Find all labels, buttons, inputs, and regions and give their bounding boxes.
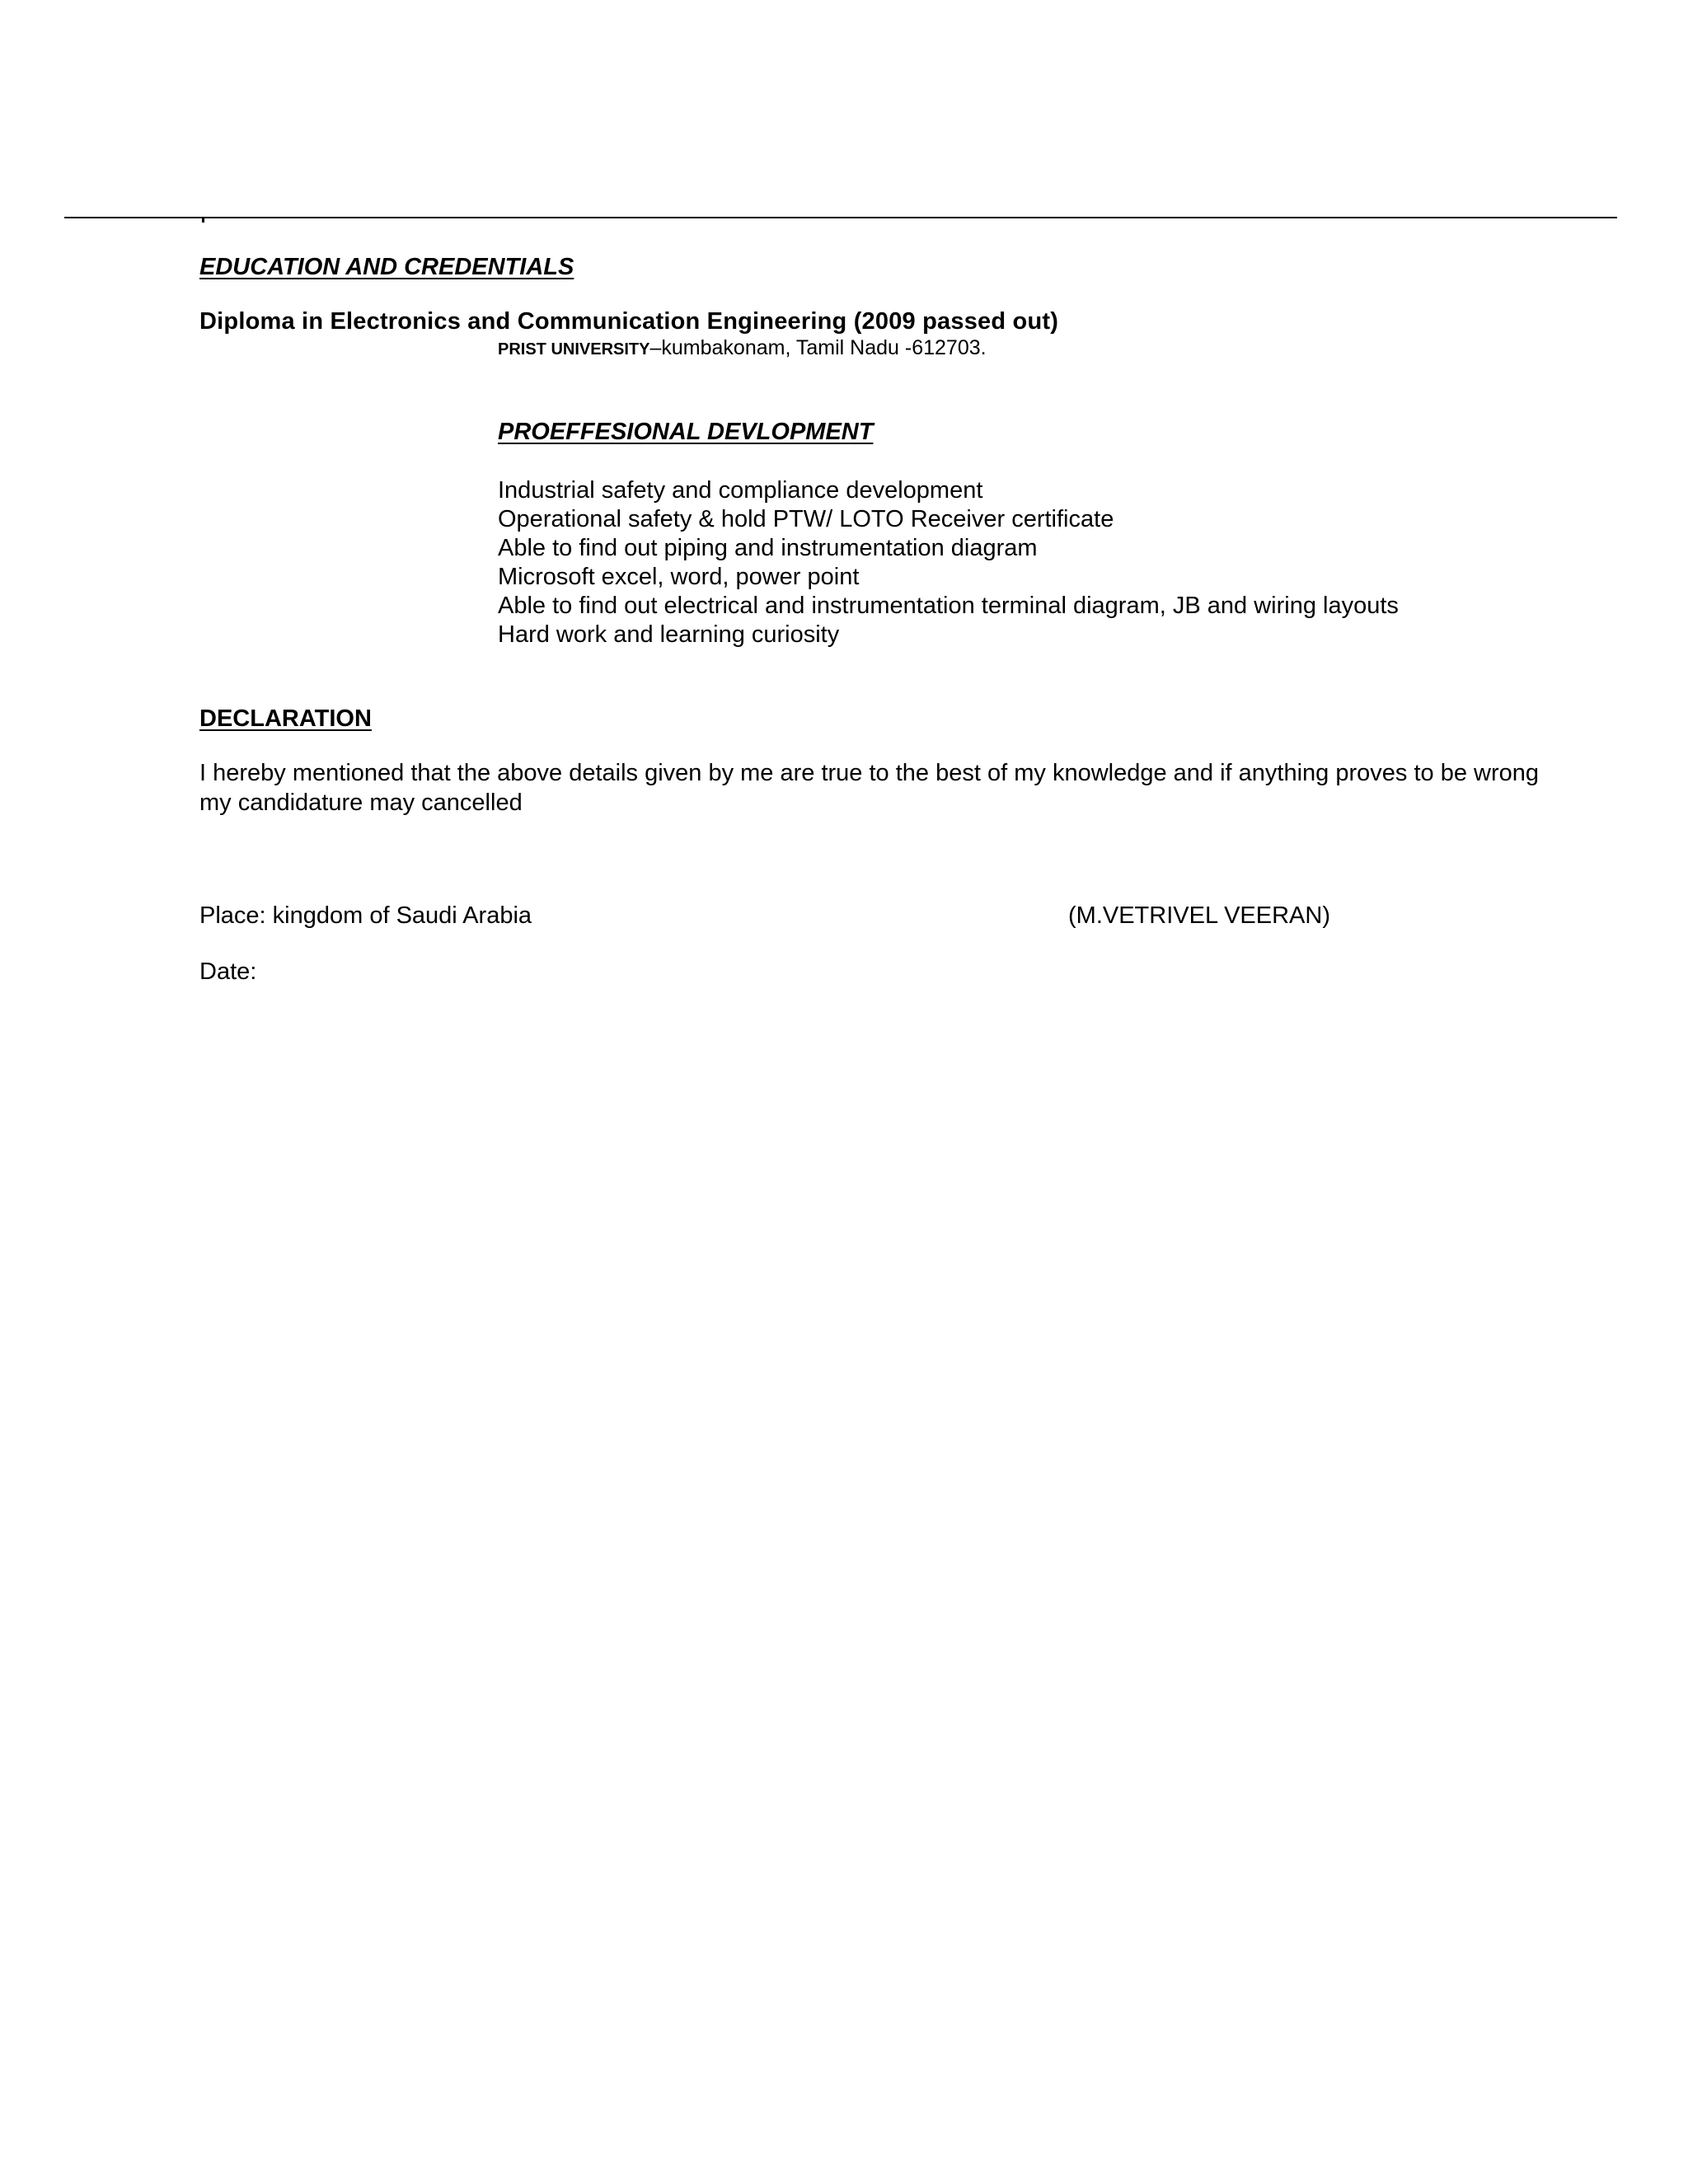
signature-name: (M.VETRIVEL VEERAN) — [1068, 902, 1330, 929]
list-item: Hard work and learning curiosity — [498, 621, 840, 648]
professional-development-list — [498, 476, 1399, 649]
list-item: Able to find out electrical and instrumentation terminal diagram, JB and wiring layouts — [498, 593, 1399, 619]
list-item: Industrial safety and compliance development — [498, 477, 983, 504]
list-item: Able to find out piping and instrumentation diagram — [498, 535, 1038, 561]
place-line: Place: kingdom of Saudi Arabia — [199, 902, 532, 929]
diploma-title: Diploma in Electronics and Communication Engineering (2009 passed out) — [199, 308, 1059, 335]
list-item: Operational safety & hold PTW/ LOTO Receiver certificate — [498, 506, 1114, 532]
header-divider — [64, 217, 1617, 218]
declaration-heading: DECLARATION — [199, 705, 372, 732]
university-line — [498, 338, 987, 359]
declaration-text: I hereby mentioned that the above details given by me are true to the best of my knowledge and if anything proves to be wrong my candidature may cancelled — [199, 760, 1539, 816]
list-item: Microsoft excel, word, power point — [498, 564, 860, 590]
professional-development-heading: PROEFFESIONAL DEVLOPMENT — [498, 419, 874, 445]
university-name: PRIST UNIVERSITY — [498, 340, 650, 359]
university-location: –kumbakonam, Tamil Nadu -612703. — [649, 336, 987, 359]
education-heading: EDUCATION AND CREDENTIALS — [199, 254, 574, 280]
date-line: Date: — [199, 958, 257, 985]
divider-tick-mark — [202, 218, 204, 223]
